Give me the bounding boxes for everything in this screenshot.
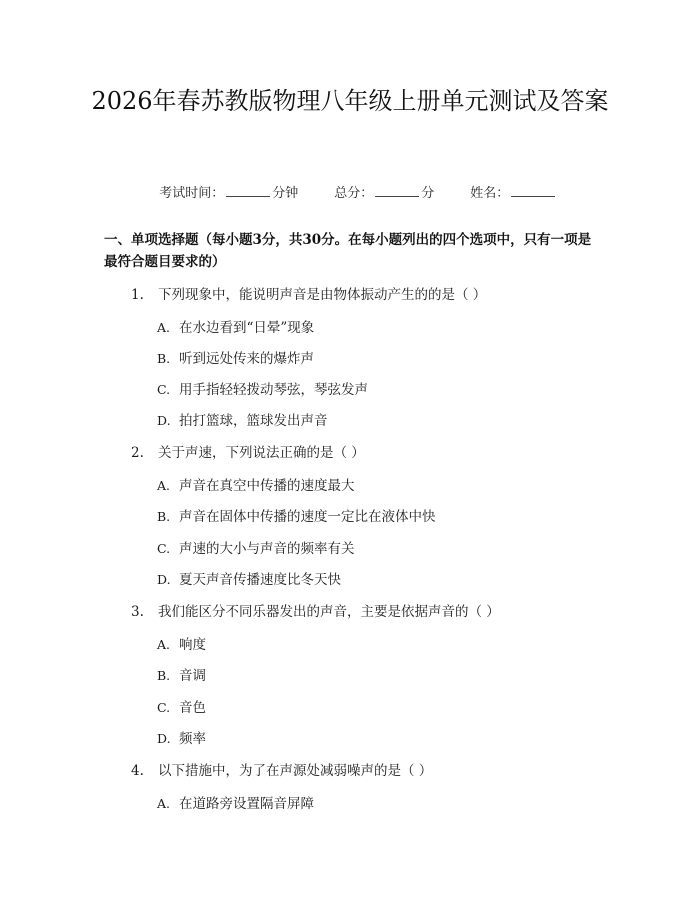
option-text: 拍打篮球，篮球发出声音 xyxy=(179,413,328,429)
option-label: C. xyxy=(157,700,171,715)
option-label: B. xyxy=(157,668,171,683)
exam-meta xyxy=(0,167,700,216)
option-label: D. xyxy=(157,572,171,587)
question-number: 1. xyxy=(131,287,144,303)
option-3a xyxy=(157,633,206,653)
option-text: 音色 xyxy=(179,700,206,716)
option-1d xyxy=(157,409,328,429)
option-1c xyxy=(157,378,368,398)
time-unit: 分钟 xyxy=(272,186,299,201)
question-3 xyxy=(131,600,500,620)
option-text: 响度 xyxy=(179,637,206,653)
option-text: 声音在固体中传播的速度一定比在液体中快 xyxy=(179,509,436,525)
option-text: 声音在真空中传播的速度最大 xyxy=(179,478,355,494)
option-3d xyxy=(157,727,206,747)
option-label: B. xyxy=(157,509,171,524)
question-text: 我们能区分不同乐器发出的声音，主要是依据声音的（ ） xyxy=(158,604,500,620)
question-number: 3. xyxy=(131,604,144,620)
option-text: 夏天声音传播速度比冬天快 xyxy=(179,572,341,588)
option-label: D. xyxy=(157,413,171,428)
page-title: 2026年春苏教版物理八年级上册单元测试及答案 xyxy=(91,87,609,115)
option-2a xyxy=(157,474,355,494)
option-2b xyxy=(157,505,436,525)
time-blank xyxy=(226,185,270,197)
option-label: D. xyxy=(157,731,171,746)
option-2c xyxy=(157,537,355,557)
option-text: 音调 xyxy=(179,668,206,684)
question-text: 关于声速，下列说法正确的是（ ） xyxy=(158,445,365,461)
question-text: 以下措施中，为了在声源处减弱噪声的是（ ） xyxy=(158,763,433,779)
question-1 xyxy=(131,283,486,303)
option-label: C. xyxy=(157,541,171,556)
option-text: 用手指轻轻拨动琴弦，琴弦发声 xyxy=(179,382,368,398)
question-4 xyxy=(131,759,432,779)
name-label: 姓名： xyxy=(470,186,510,201)
option-text: 在道路旁设置隔音屏障 xyxy=(179,796,314,812)
section-heading: 一、单项选择题（每小题3分，共30分。在每小题列出的四个选项中，只有一项是最符合题目要求的） xyxy=(104,232,592,270)
time-label: 考试时间： xyxy=(159,186,225,201)
option-label: A. xyxy=(157,320,171,335)
question-2 xyxy=(131,441,365,461)
option-text: 在水边看到“日晕”现象 xyxy=(179,320,315,336)
option-label: B. xyxy=(157,351,171,366)
option-4a xyxy=(157,792,314,812)
question-number: 2. xyxy=(131,445,144,461)
option-text: 声速的大小与声音的频率有关 xyxy=(179,541,355,557)
option-3b xyxy=(157,664,206,684)
option-1b xyxy=(157,347,314,367)
option-text: 听到远处传来的爆炸声 xyxy=(179,351,314,367)
option-1a xyxy=(157,316,314,336)
question-number: 4. xyxy=(131,763,144,779)
option-label: A. xyxy=(157,637,171,652)
option-2d xyxy=(157,568,341,588)
question-text: 下列现象中，能说明声音是由物体振动产生的的是（ ） xyxy=(158,287,487,303)
score-blank xyxy=(375,185,419,197)
score-unit: 分 xyxy=(421,186,435,201)
score-label: 总分： xyxy=(334,186,374,201)
name-blank xyxy=(511,185,555,197)
option-label: A. xyxy=(157,478,171,493)
option-label: C. xyxy=(157,382,171,397)
option-text: 频率 xyxy=(179,731,206,747)
option-3c xyxy=(157,696,206,716)
option-label: A. xyxy=(157,796,171,811)
